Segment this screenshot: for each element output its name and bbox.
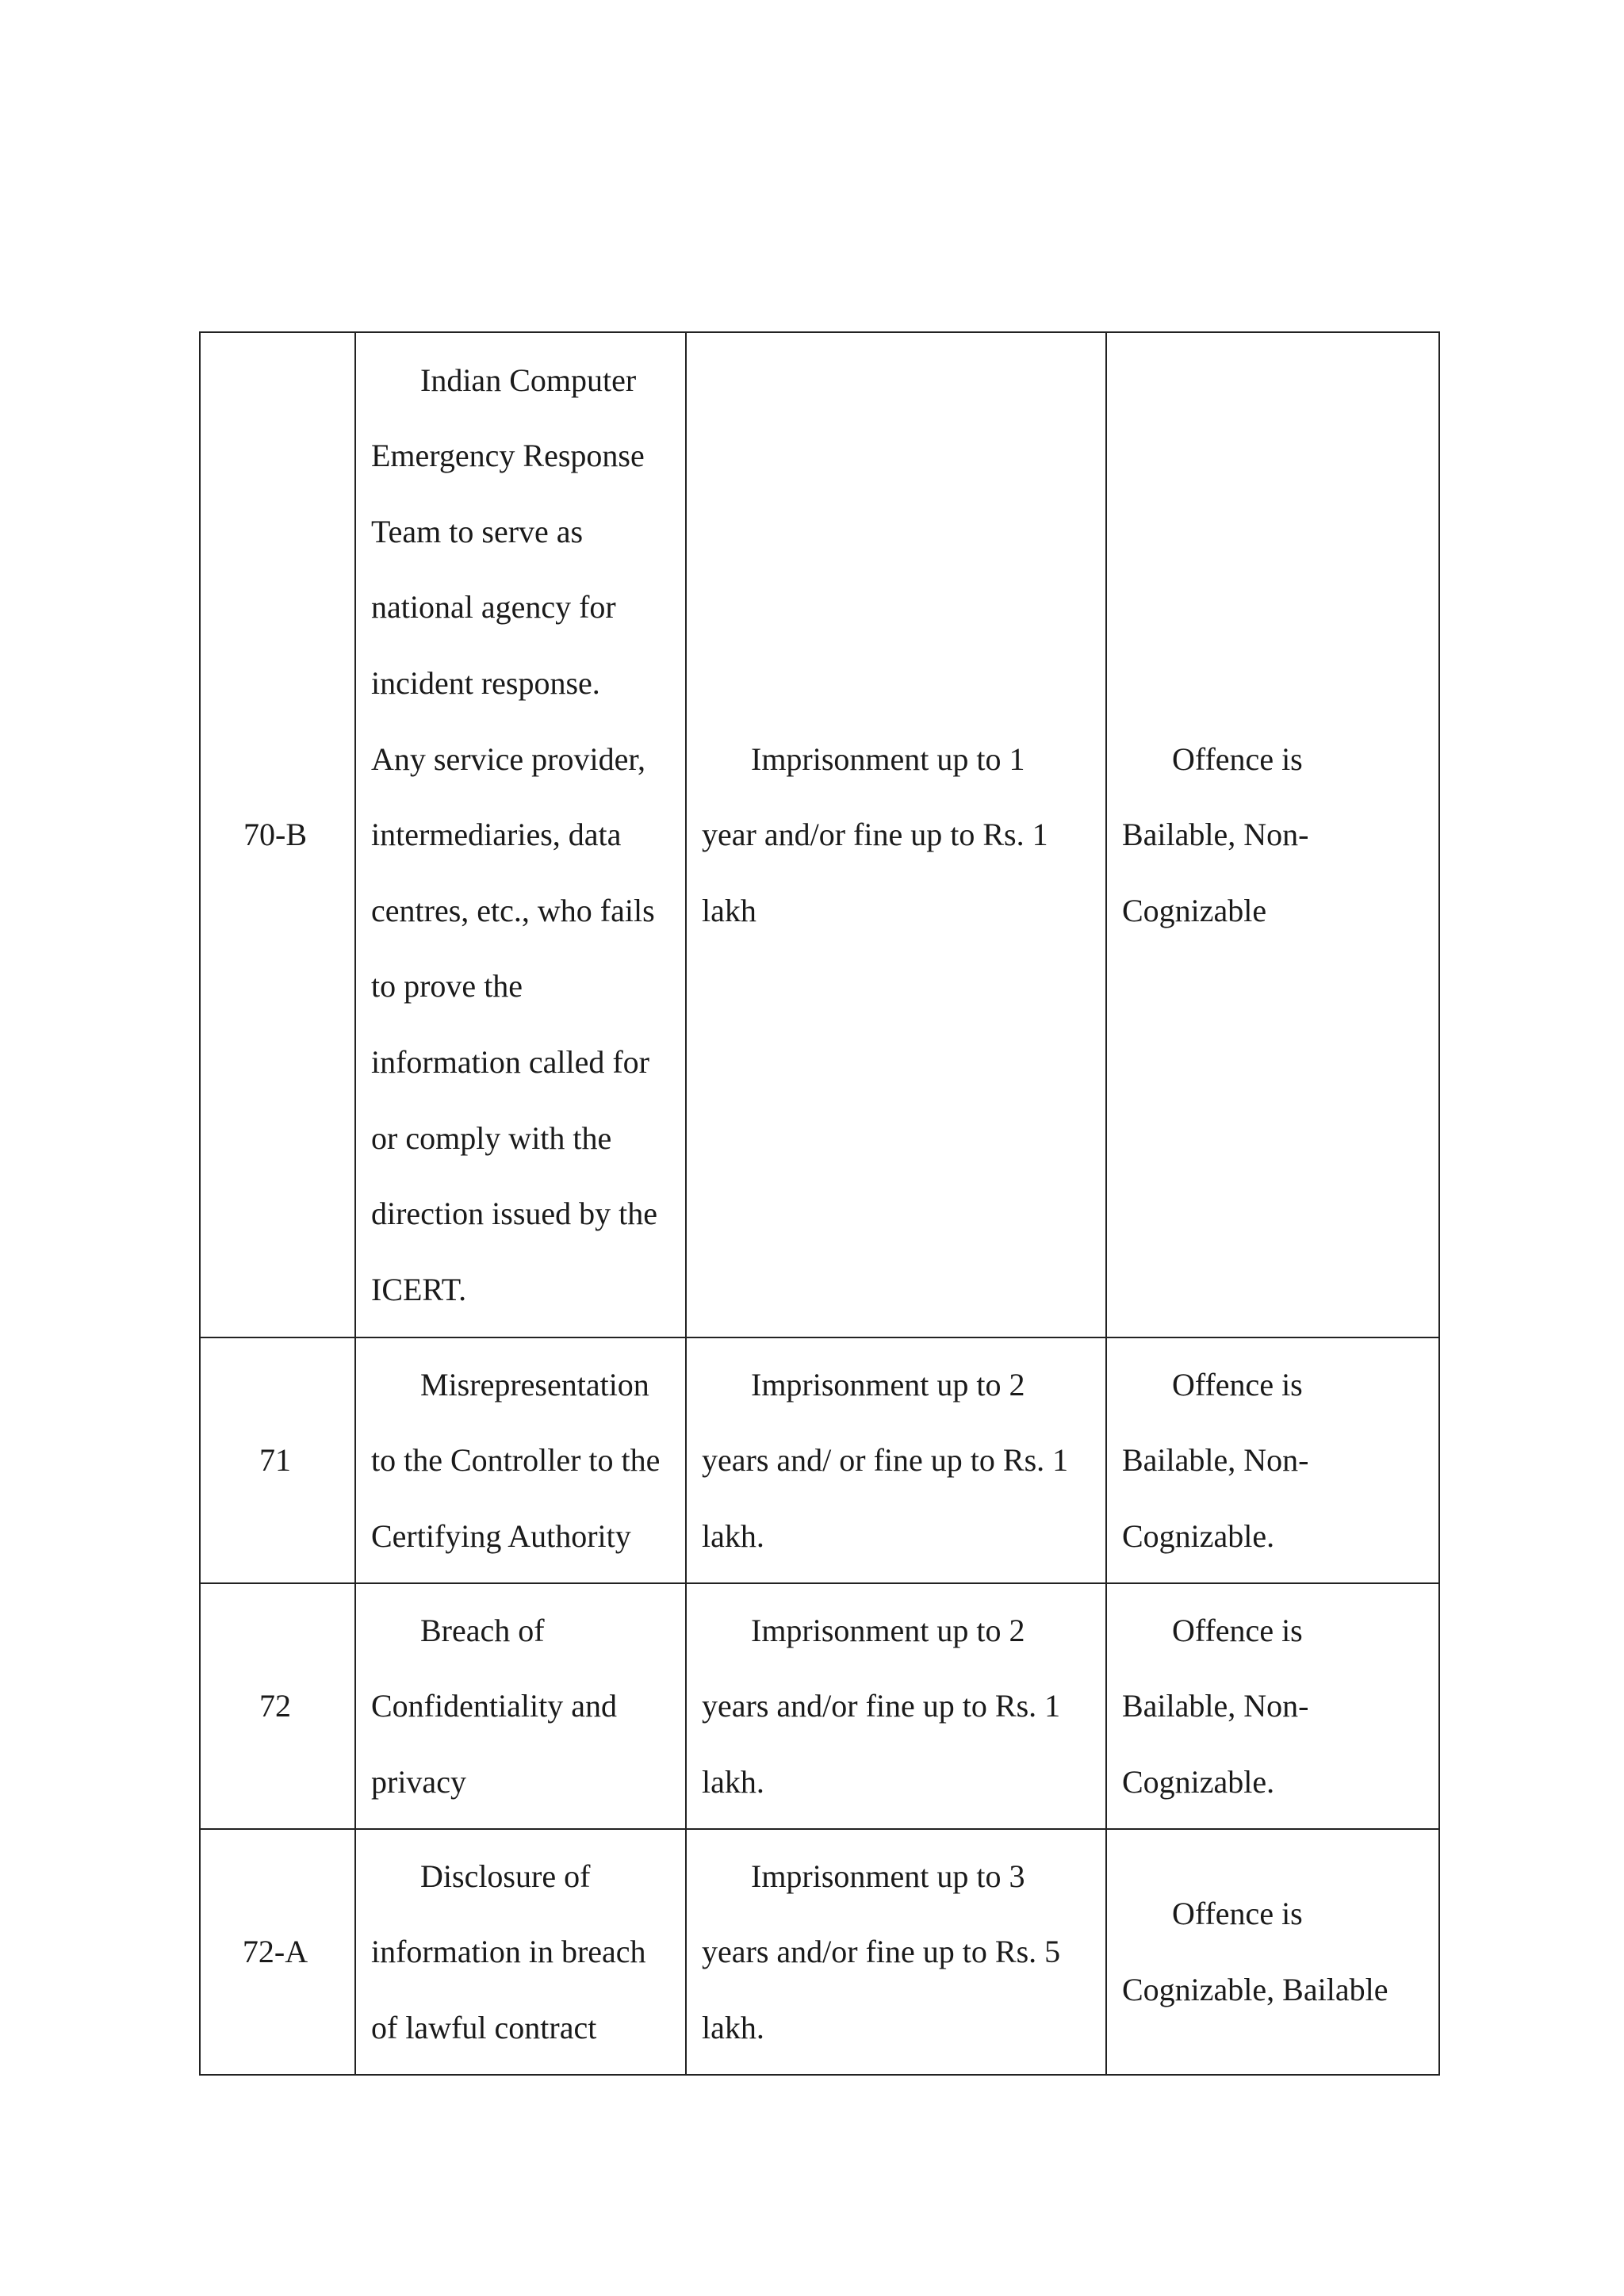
offence-line: of lawful contract bbox=[371, 2009, 597, 2045]
offence-line: national agency for bbox=[371, 589, 616, 626]
nature-line: Cognizable bbox=[1122, 892, 1267, 928]
offence-line: Indian Computer bbox=[420, 362, 637, 398]
offence-line: direction issued by the bbox=[371, 1196, 658, 1232]
offence-cell bbox=[355, 332, 686, 1337]
offence-line: intermediaries, data bbox=[371, 817, 622, 853]
nature-line: Offence is bbox=[1172, 740, 1303, 777]
nature-line: Offence is bbox=[1172, 1612, 1303, 1648]
nature-line: Bailable, Non- bbox=[1122, 1442, 1309, 1479]
nature-line: Bailable, Non- bbox=[1122, 1688, 1309, 1724]
penalty-line: years and/ or fine up to Rs. 1 bbox=[702, 1442, 1069, 1479]
offence-nature-cell bbox=[1106, 1829, 1439, 2075]
penalty-line: Imprisonment up to 3 bbox=[751, 1858, 1025, 1894]
offence-table bbox=[199, 331, 1440, 2076]
nature-line: Cognizable. bbox=[1122, 1517, 1275, 1554]
offence-line: Certifying Authority bbox=[371, 1517, 631, 1554]
offence-line: or comply with the bbox=[371, 1119, 612, 1156]
offence-line: ICERT. bbox=[371, 1271, 467, 1307]
penalty-line: lakh. bbox=[702, 2009, 764, 2045]
penalty-line: years and/or fine up to Rs. 1 bbox=[702, 1688, 1061, 1724]
section-number: 71 bbox=[259, 1442, 291, 1479]
offence-nature-cell bbox=[1106, 1583, 1439, 1829]
penalty-line: year and/or fine up to Rs. 1 bbox=[702, 817, 1048, 853]
penalty-cell bbox=[686, 1337, 1106, 1583]
section-number-cell bbox=[200, 1829, 355, 2075]
offence-cell bbox=[355, 1337, 686, 1583]
table-row bbox=[200, 1583, 1439, 1829]
offence-line: to the Controller to the bbox=[371, 1442, 661, 1479]
section-number-cell bbox=[200, 332, 355, 1337]
table-row bbox=[200, 332, 1439, 1337]
nature-line: Bailable, Non- bbox=[1122, 817, 1309, 853]
offence-line: Misrepresentation bbox=[420, 1366, 649, 1402]
nature-line: Offence is bbox=[1172, 1896, 1303, 1932]
offence-nature-cell bbox=[1106, 1337, 1439, 1583]
penalty-line: Imprisonment up to 2 bbox=[751, 1612, 1025, 1648]
penalty-line: lakh bbox=[702, 892, 756, 928]
offence-line: information called for bbox=[371, 1043, 649, 1080]
penalty-line: Imprisonment up to 1 bbox=[751, 740, 1025, 777]
offence-cell bbox=[355, 1829, 686, 2075]
offence-line: Any service provider, bbox=[371, 740, 646, 777]
penalty-cell bbox=[686, 1829, 1106, 2075]
nature-line: Cognizable, Bailable bbox=[1122, 1972, 1388, 2007]
offence-line: privacy bbox=[371, 1763, 466, 1800]
section-number: 72-A bbox=[242, 1934, 308, 1970]
penalty-line: Imprisonment up to 2 bbox=[751, 1366, 1025, 1402]
offence-line: information in breach bbox=[371, 1934, 646, 1970]
penalty-line: lakh. bbox=[702, 1517, 764, 1554]
nature-line: Offence is bbox=[1172, 1366, 1303, 1402]
offence-line: incident response. bbox=[371, 665, 600, 702]
table-row bbox=[200, 1337, 1439, 1583]
penalty-cell bbox=[686, 332, 1106, 1337]
section-number: 72 bbox=[259, 1688, 291, 1724]
offence-cell bbox=[355, 1583, 686, 1829]
offence-line: to prove the bbox=[371, 968, 523, 1004]
section-number: 70-B bbox=[243, 817, 307, 853]
offence-line: Disclosure of bbox=[420, 1858, 591, 1894]
nature-line: Cognizable. bbox=[1122, 1763, 1275, 1800]
table-row bbox=[200, 1829, 1439, 2075]
section-number-cell bbox=[200, 1583, 355, 1829]
offence-line: Breach of bbox=[420, 1612, 545, 1648]
offence-line: Team to serve as bbox=[371, 513, 584, 549]
offence-line: Confidentiality and bbox=[371, 1688, 617, 1724]
offence-line: Emergency Response bbox=[371, 438, 645, 474]
section-number-cell bbox=[200, 1337, 355, 1583]
penalty-line: years and/or fine up to Rs. 5 bbox=[702, 1934, 1061, 1970]
penalty-cell bbox=[686, 1583, 1106, 1829]
offence-nature-cell bbox=[1106, 332, 1439, 1337]
penalty-line: lakh. bbox=[702, 1763, 764, 1800]
offence-line: centres, etc., who fails bbox=[371, 892, 655, 928]
